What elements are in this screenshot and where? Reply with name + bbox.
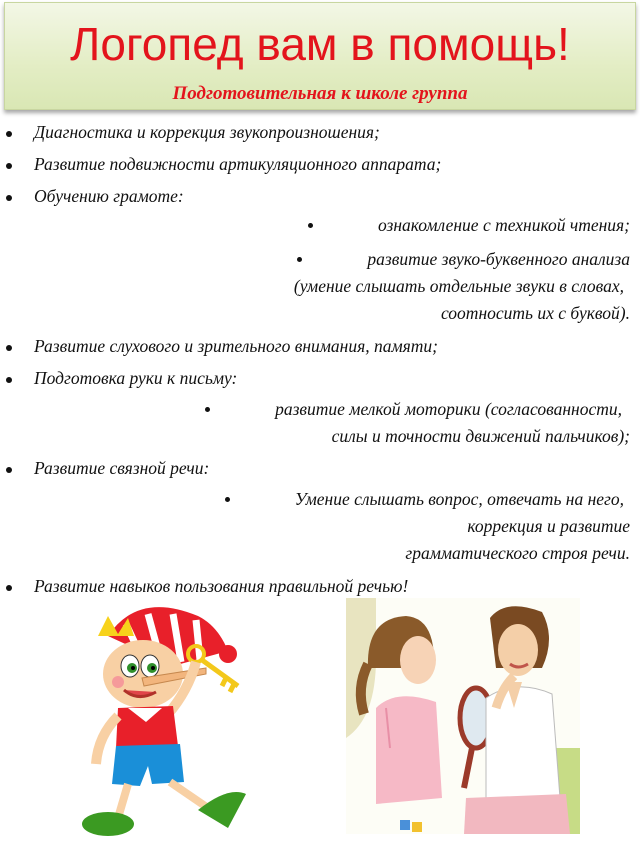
sublist-line: развитие звуко-буквенного анализа [367,249,630,269]
list-item-text: Развитие подвижности артикуляционного аппарата; [34,154,442,174]
list-item-text: Подготовка руки к письму: [34,368,238,388]
sublist-line: ознакомление с техникой чтения; [377,215,630,235]
sublist-line: соотносить их с буквой). [440,303,630,323]
list-item-text: Обучению грамоте: [34,186,184,206]
bullet-icon [6,345,12,351]
list-item-text: Развитие навыков пользования правильной речью! [34,576,409,596]
header-banner [4,2,636,110]
page-subtitle: Подготовительная к школе группа [172,83,468,104]
sublist-motor [115,396,630,450]
sublist-line: (умение слышать отдельные звуки в словах, [293,276,624,296]
bullet-icon [6,585,12,591]
bullet-icon [6,377,12,383]
sublist-line: развитие мелкой моторики (согласованности, [275,399,622,419]
bullet-icon [6,163,12,169]
sublist-line: Умение слышать вопрос, отвечать на него, [294,489,624,509]
list-item-text: Развитие связной речи: [34,458,210,478]
bullet-icon [6,131,12,137]
therapy-illustration [346,598,580,834]
list-item-text: Диагностика и коррекция звукопроизношения; [34,122,380,142]
bullet-icon [225,497,230,502]
bullet-icon [308,223,313,228]
sublist-analysis [190,246,630,327]
sublist-line: грамматического строя речи. [405,543,630,563]
sublist-line: силы и точности движений пальчиков); [331,426,630,446]
bullet-icon [6,195,12,201]
pinocchio-illustration [78,596,258,846]
list-item-text: Развитие слухового и зрительного внимания, памяти; [34,336,439,356]
bullet-icon [6,467,12,473]
sublist-reading [230,212,630,239]
sublist-speech [132,486,630,567]
sublist-line: коррекция и развитие [467,516,630,536]
page-title: Логопед вам в помощь! [70,18,570,70]
